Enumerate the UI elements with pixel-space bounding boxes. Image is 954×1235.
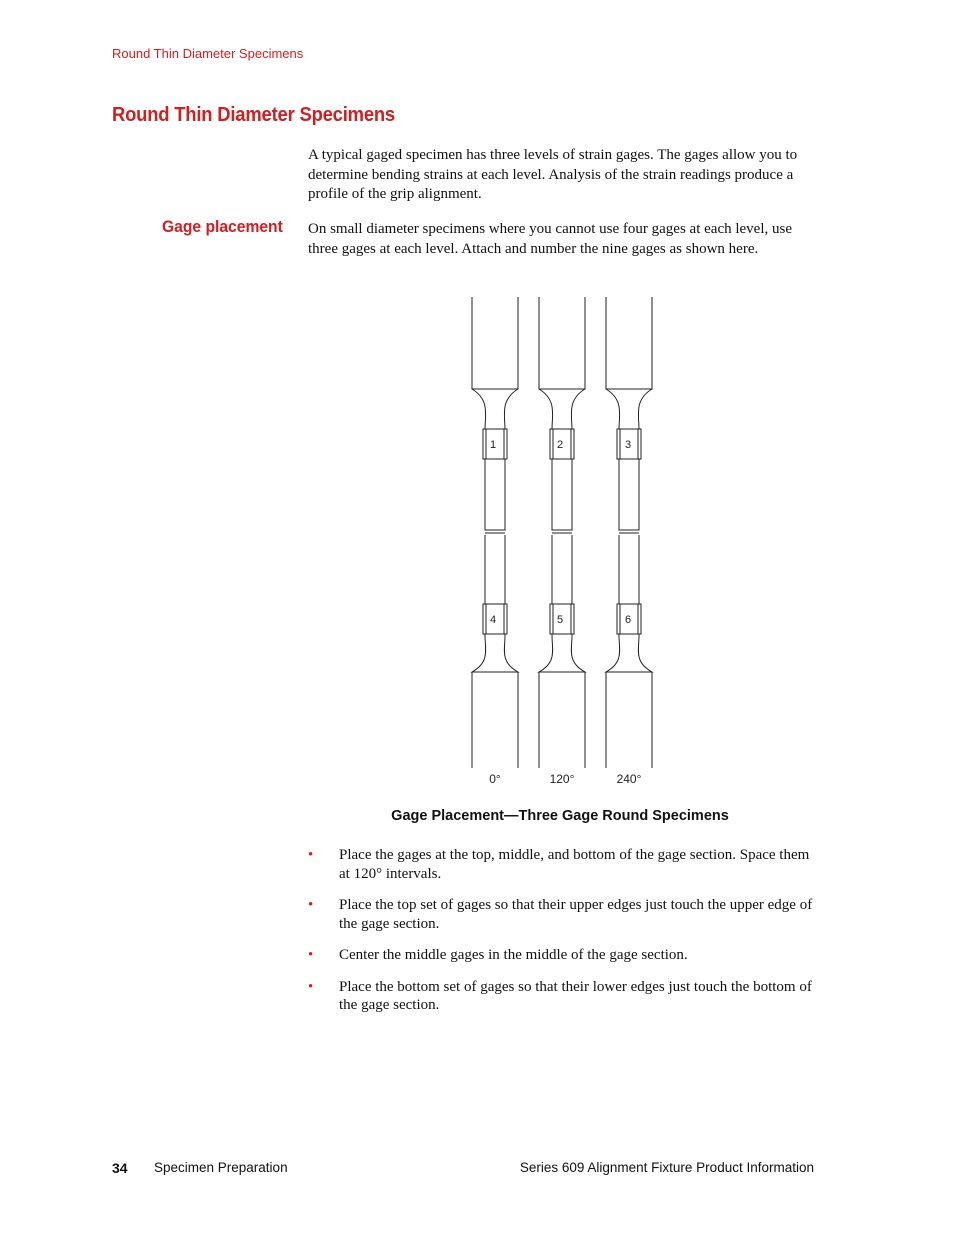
intro-paragraph: A typical gaged specimen has three levels of strain gages. The gages allow you to determine bending strains at each level. Analysis of the strain readings produce a profile of the grip alignment. <box>308 147 798 202</box>
instruction-list <box>308 846 816 1028</box>
specimen-120-degrees <box>539 297 585 768</box>
bullet-icon: • <box>308 978 314 995</box>
bullet-icon: • <box>308 947 314 963</box>
gage-placement-heading: Gage placement <box>162 217 283 236</box>
specimen-0-degrees <box>472 297 518 768</box>
list-item <box>308 846 816 883</box>
gage-placement-paragraph: On small diameter specimens where you cannot use four gages at each level, use three gages at each level. Attach and number the nine gages as shown here. <box>308 221 792 257</box>
section-title: Round Thin Diameter Specimens <box>112 104 395 126</box>
list-item-text: Place the top set of gages so that their upper edges just touch the upper edge of the gage section. <box>339 897 813 932</box>
angle-label-120: 120° <box>549 772 575 786</box>
angle-label-0: 0° <box>489 772 501 786</box>
gage-placement-figure <box>440 290 690 790</box>
list-item <box>308 946 816 965</box>
page-number: 34 <box>112 1160 128 1176</box>
list-item-text: Center the middle gages in the middle of the gage section. <box>339 947 688 963</box>
gage-label-2: 2 <box>557 439 564 451</box>
figure-caption: Gage Placement—Three Gage Round Specimens <box>391 808 729 824</box>
gage-label-4: 4 <box>490 614 497 626</box>
gage-label-6: 6 <box>625 614 632 626</box>
chapter-name: Specimen Preparation <box>154 1160 288 1175</box>
angle-label-240: 240° <box>616 772 642 786</box>
specimen-240-degrees <box>606 297 652 768</box>
gage-label-5: 5 <box>557 614 564 626</box>
document-title: Series 609 Alignment Fixture Product Information <box>519 1160 814 1175</box>
running-head: Round Thin Diameter Specimens <box>112 46 304 61</box>
list-item <box>308 896 816 933</box>
bullet-icon: • <box>308 897 314 913</box>
list-item-text: Place the bottom set of gages so that their lower edges just touch the bottom of the gage section. <box>339 978 812 1013</box>
specimen-outline <box>539 297 585 530</box>
gage-label-3: 3 <box>625 439 632 451</box>
list-item <box>308 978 816 1015</box>
list-item-text: Place the gages at the top, middle, and bottom of the gage section. Space them at 120° intervals. <box>339 847 810 882</box>
specimen-outline <box>606 297 652 530</box>
gage-label-1: 1 <box>490 439 497 451</box>
specimen-outline <box>472 297 518 530</box>
bullet-icon: • <box>308 847 314 863</box>
